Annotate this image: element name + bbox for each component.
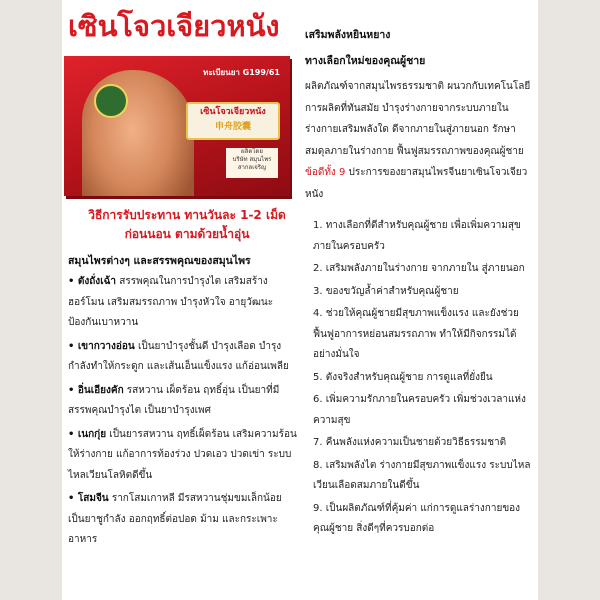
benefit-item: 8. เสริมพลังไต ร่างกายมีสุขภาพแข็งแรง ระบบไหลเวียนเลือดสมภายในดีขึ้น bbox=[313, 459, 531, 491]
herb-item: • โสมจีน รากโสมเกาหลี มีรสหวานชุ่มขมเล็กน้อย เป็นยาชูกำลัง ออกฤทธิ์ต่อปอด ม้าม และกระเพาะอาหาร bbox=[68, 493, 282, 545]
usage-prefix: วิธีการรับประทาน bbox=[88, 208, 181, 222]
herb-item: • ตังถั่งเฉ้า สรรพคุณในการบำรุงไต เสริมสร้างฮอร์โมน เสริมสมรรถภาพ บำรุงหัวใจ อายุวัฒนะ ป้องกันเบาหวาน bbox=[68, 276, 274, 328]
intro-paragraph: ผลิตภัณฑ์จากสมุนไพรธรรมชาติ ผนวกกับเทคโนโลยีการผลิตที่ทันสมัย บำรุงร่างกายจากระบบภายในร่างกายเสริมพลังใด ดีจากภายในสู่ภายนอก รักษาสมดุลภายในร่างกาย ฟื้นฟูสมรรถภาพของคุณผู้ชาย ข้อดีทั้ง 9 ประการของยาสมุนไพรจีนยาเซินโจวเจียวหนัง bbox=[305, 81, 531, 200]
box-manufacturer bbox=[226, 148, 278, 178]
benefit-item: 7. คืนพลังแห่งความเป็นชายด้วยวิธีธรรมชาติ bbox=[313, 437, 507, 448]
box-label-chinese: 申舟胶囊 bbox=[214, 122, 251, 132]
herb-item: • เขากวางอ่อน เป็นยาบำรุงชั้นดี บำรุงเลือด บำรุงกำลังทำให้กระดูก และเส้นเอ็นแข็งแรง แก้อ่อนเพลีย bbox=[68, 340, 289, 372]
herb-item: • อิ่นเอียงคัก รสหวาน เผ็ดร้อน ฤทธิ์อุ่น เป็นยาที่มีสรรพคุณบำรุงไต เป็นยาบำรุงเพศ bbox=[68, 384, 280, 416]
benefit-item: 3. ของขวัญล้ำค่าสำหรับคุณผู้ชาย bbox=[313, 285, 459, 297]
product-box-image bbox=[64, 56, 290, 196]
product-title: เซินโจวเจียวหนัง bbox=[68, 9, 280, 43]
herb-item: • เนกกุ่ย เป็นยารสหวาน ฤทธิ์เผ็ดร้อน เสริมความร้อนให้ร่างกาย แก้อาการท้องร่วง ปวดเอว ปวดเข่า ระบบไหลเวียนโลหิตดีขึ้น bbox=[68, 428, 297, 481]
benefit-item: 5. ตังจริงสำหรับคุณผู้ชาย การดูแลที่ยั่งยืน bbox=[313, 371, 493, 383]
document-page bbox=[62, 0, 538, 600]
right-title-1: เสริมพลังหยินหยาง bbox=[305, 29, 391, 41]
usage-line1: ทานวันละ 1-2 เม็ด bbox=[180, 208, 286, 222]
nine-benefits-highlight: ข้อดีทั้ง 9 bbox=[305, 167, 346, 178]
benefit-item: 9. เป็นผลิตภัณฑ์ที่คุ้มค่า แก่การดูแลร่างกายของคุณผู้ชาย สิ่งดีๆที่ควรบอกต่อ bbox=[313, 502, 521, 534]
herb-list bbox=[68, 272, 298, 554]
benefit-item: 4. ช่วยให้คุณผู้ชายมีสุขภาพแข็งแรง และยังช่วยฟื้นฟูอาการหย่อนสมรรถภาพ ทำให้มีกิจกรรมได้อย่างมั่นใจ bbox=[313, 308, 519, 360]
usage-instructions bbox=[82, 206, 292, 244]
made-by-label: ผลิตโดย bbox=[241, 148, 263, 155]
benefit-list bbox=[305, 216, 533, 542]
herbs-heading: สมุนไพรต่างๆ และสรรพคุณของสมุนไพร bbox=[68, 255, 251, 267]
benefit-item: 2. เสริมพลังภายในร่างกาย จากภายใน สู่ภายนอก bbox=[313, 263, 525, 274]
usage-line2: ก่อนนอน ตามด้วยน้ำอุ่น bbox=[124, 227, 250, 241]
company-name: บริษัท สมุนไพรสากลเจริญ bbox=[232, 156, 272, 171]
right-title-2: ทางเลือกใหม่ของคุณผู้ชาย bbox=[305, 55, 426, 67]
box-label-thai: เซินโจวเจียวหนัง bbox=[200, 107, 266, 117]
benefit-item: 1. ทางเลือกที่ดีสำหรับคุณผู้ชาย เพื่อเพิ่มความสุขภายในครอบครัว bbox=[313, 220, 521, 252]
registration-number: ทะเบียนยา G199/61 bbox=[203, 68, 280, 77]
brand-logo-icon bbox=[94, 84, 128, 118]
benefit-item: 6. เพิ่มความรักภายในครอบครัว เพิ่มช่วงเวลาแห่งความสุข bbox=[313, 394, 526, 426]
box-label bbox=[186, 102, 280, 140]
